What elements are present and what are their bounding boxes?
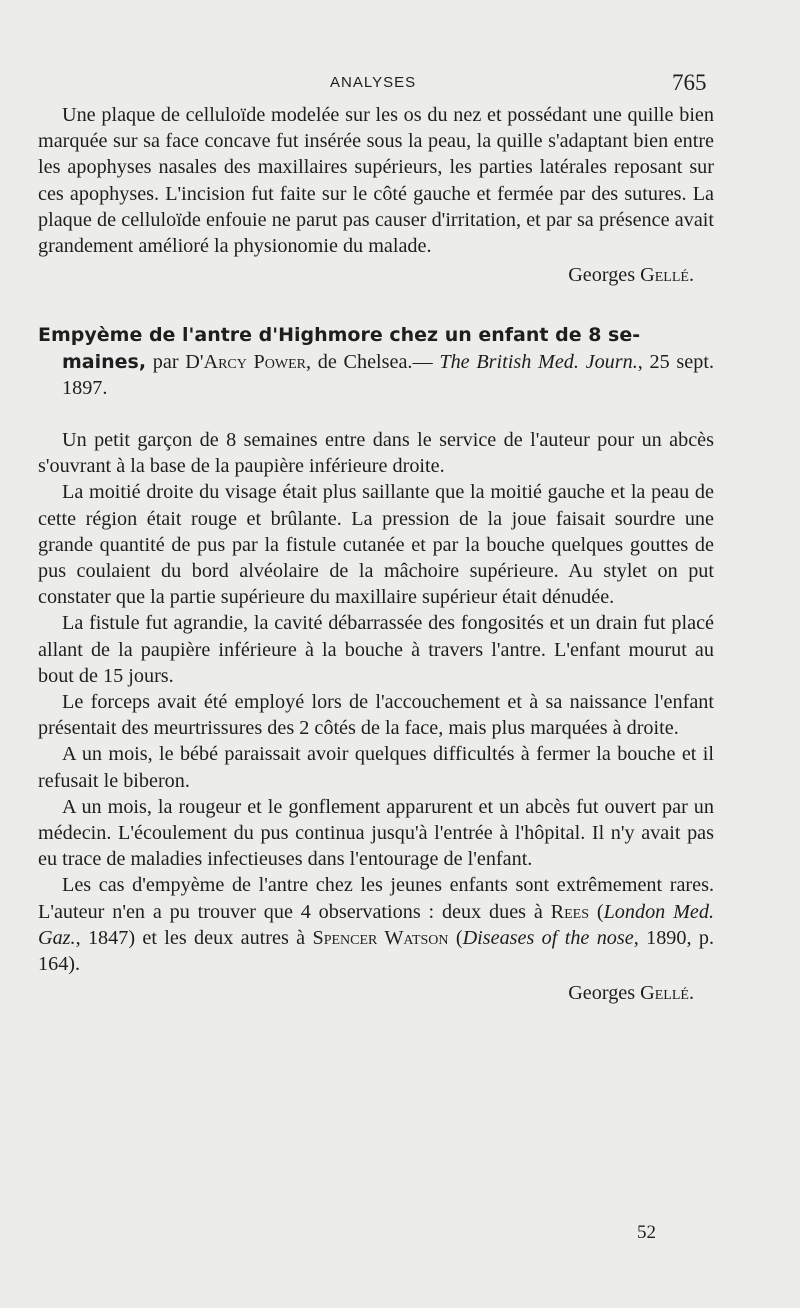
signature-mark: 52 [637,1222,656,1243]
intro-signature-last: Gellé. [640,264,694,287]
page-body [38,102,714,1007]
title-spacer [38,401,714,427]
intro-paragraph: Une plaque de celluloïde modelée sur les os du nez et possédant une quille bien marquée sur sa face concave fut insérée sous la peau, la quille s'adaptant bien entre les apophyses nasales des maxillaires supérieurs, les parties latérales reposant sur ces apophyses. L'incision fut faite sur le côté gauche et fermée par des sutures. La plaque de celluloïde enfouie ne parut pas causer d'irritation, et par sa présence avait grandement amélioré la physionomie du malade. [38,104,714,258]
intro-signature [38,262,714,288]
article-paragraph: Le forceps avait été employé lors de l'accouchement et à sa naissance l'enfant présentait des meurtrissures des 2 côtés de la face, mais plus marquées à droite. [38,691,714,740]
last-text-1: Les cas d'empyème de l'antre chez les jeunes enfants sont extrêmement rares. L'auteur n'en a pu trouver que 4 observations : deux dues à [38,874,714,923]
article-journal: The British Med. Journ. [439,350,638,373]
article-title [38,322,714,401]
ref-journal-2: Diseases of the nose [462,926,634,949]
last-text-4: ( [448,926,463,949]
article-place: , de Chelsea.— [306,350,440,373]
article-paragraph: Un petit garçon de 8 semaines entre dans le service de l'auteur pour un abcès s'ouvrant à la base de la paupière inférieure droite. [38,429,714,478]
article-title-bold-1: Empyème de l'antre d'Highmore chez un enfant de 8 se- [38,324,641,347]
ref-journal-1: London Med. Gaz. [38,900,715,949]
running-head: ANALYSES [330,74,417,91]
article-paragraph: La fistule fut agrandie, la cavité débarrassée des fongosités et un drain fut placé allant de la paupière inférieure à la bouche à travers l'antre. L'enfant mourut au bout de 15 jours. [38,612,714,687]
ref-author-spencer-watson: Spencer Watson [312,926,449,949]
page-header [0,70,800,102]
article-title-bold-2: maines, [62,350,147,373]
ref-author-rees: Rees [550,900,589,923]
article-signature-first: Georges [568,982,636,1005]
last-text-5: , 1890, p. 164). [38,926,714,976]
intro-signature-first: Georges [568,264,636,287]
article-author: Arcy Power [203,350,306,373]
article-paragraph: La moitié droite du visage était plus saillante que la moitié gauche et la peau de cette région était rouge et brûlante. La pression de la joue faisait sourdre une grande quantité de pus par la fistule cutanée et par la bouche quelques gouttes de pus coulaient du bord alvéolaire de la mâchoire supérieure. Au stylet on put constater que la partie supérieure du maxillaire supérieur était dénudée. [38,481,714,609]
article-signature-last: Gellé. [640,982,694,1005]
last-text-3: , 1847) et les deux autres à [75,926,313,949]
article-last-paragraph [38,872,714,977]
article-date: , 25 sept. 1897. [62,350,714,399]
article-signature [38,980,714,1006]
article-title-continuation [38,349,714,401]
article-by: par D' [146,350,204,373]
page-number: 765 [672,70,707,95]
article-paragraph: A un mois, la rougeur et le gonflement apparurent et un abcès fut ouvert par un médecin. L'écoulement du pus continua jusqu'à l'entrée à l'hôpital. Il n'y avait pas eu trace de maladies infectieuses dans l'entourage de l'enfant. [38,795,714,871]
article-paragraph: A un mois, le bébé paraissait avoir quelques difficultés à fermer la bouche et il refusait le biberon. [38,743,714,792]
last-text-2: ( [589,900,604,923]
